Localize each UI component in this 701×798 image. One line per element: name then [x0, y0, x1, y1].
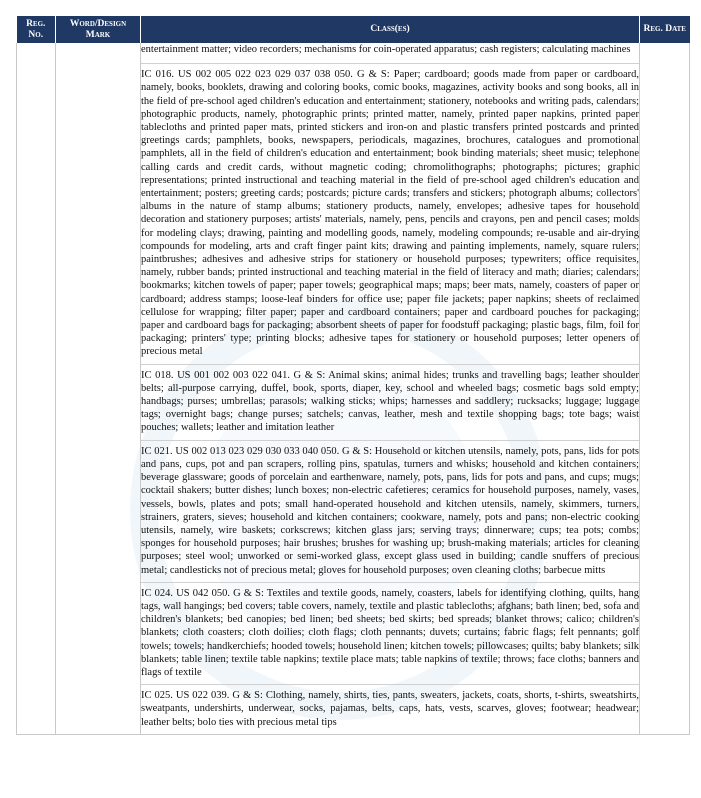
- class-entry-ic024: IC 024. US 042 050. G & S: Textiles and textile goods, namely, coasters, labels for identifying clothing, quilts, hang tags, wall hangings; bed covers; table covers, namely, textile and plastic tablecloths; afghans; bath linen; bed, sofa and children's blankets; bed canopies; bed linen; bed sheets; bed skirts; bed spreads; blanket throws; calico; children's blankets; cloth coasters; cloth doilies; cloth flags; cloth pennants; duvets; curtains; fabric flags; felt pennants; golf towels; towels; handkerchiefs; hooded towels; household linen; kitchen towels; pillowcases; quilts; baby blankets; silk blankets; table linen; textile table napkins; textile place mats; table napkins of textile; throws; face cloths; banners and flags of textile: [141, 582, 639, 679]
- class-entry-ic021: IC 021. US 002 013 023 029 030 033 040 050. G & S: Household or kitchen utensils, namely, pots, pans, lids for pots and pans, cups, pot and pan scrapers, rolling pins, spatulas, turners and whisks; household and kitchen containers; beverage glassware; goods of porcelain and earthenware, namely, pots, pans, lids for pots and pans, and cups; mugs; cocktail shakers; butter dishes; lunch boxes; non-electric cafetieres; ceramics for household purposes, namely, vases, vessels, bowls, plates and pots; small hand-operated household and kitchen utensils, namely, skimmers, turners, strainers, graters, sieves; household and kitchen containers; cookware, namely, pots and pans; non-electric cooking utensils, namely, wire baskets; corkscrews; kitchen glass jars; serving trays; dinnerware; cups; tea pots; combs; sponges for household purposes; hair brushes; brushes for washing up; brush-making materials; articles for cleaning purposes; steel wool; unworked or semi-worked glass, except glass used in building; candle snuffers of precious metal; candlesticks not of precious metal; gloves for household purposes; oven cleaning cloths; barbecue mitts: [141, 440, 639, 577]
- class-entry-ic025: IC 025. US 022 039. G & S: Clothing, namely, shirts, ties, pants, sweaters, jackets, coats, shorts, t-shirts, sweatshirts, sweatpants, undershirts, underwear, socks, pajamas, belts, caps, hats, vests, scarves, gloves; footwear; headwear; leather belts; bolo ties with precious metal tips: [141, 684, 639, 729]
- class-entry-ic018: IC 018. US 001 002 003 022 041. G & S: Animal skins; animal hides; trunks and travelling bags; leather shoulder belts; all-purpose carrying, duffel, book, sports, diaper, key, school and wheeled bags; cosmetic bags sold empty; handbags; purses; umbrellas; parasols; walking sticks; whips; harnesses and saddlery; rucksacks; luggage; luggage tags; overnight bags; change purses; satchels; canvas, leather, mesh and textile shopping bags; tote bags; waist pouches; wallets; leather and imitation leather: [141, 364, 639, 435]
- cell-classes: [141, 43, 640, 734]
- header-word-design-mark: Word/Design Mark: [56, 16, 141, 43]
- header-reg-date: Reg. Date: [640, 16, 690, 43]
- header-reg-no: Reg. No.: [17, 16, 56, 43]
- class-continuation-text: entertainment matter; video recorders; mechanisms for coin-operated apparatus; cash registers; calculating machines: [141, 44, 631, 55]
- trademark-table: [16, 16, 690, 735]
- cell-reg-no: [17, 43, 56, 734]
- header-row: [17, 16, 690, 43]
- cell-reg-date: [640, 43, 690, 734]
- table-row: [17, 43, 690, 734]
- table-header: [17, 16, 690, 43]
- header-classes: Class(es): [141, 16, 640, 43]
- cell-word-mark: [56, 43, 141, 734]
- class-entry-ic016: IC 016. US 002 005 022 023 029 037 038 050. G & S: Paper; cardboard; goods made from paper or cardboard, namely, books, booklets, drawing and coloring books, comic books, magazines, activity books and song books, all in the field of pre-school aged children's education and entertainment; stationery, notebooks and writing pads, calendars; photographic products, namely, photographic prints; printed matter, namely, printed paper napkins, printed paper tablecloths and printed paper mats, printed stickers and iron-on and plastic transfers printed postcards and printed greetings cards; pamphlets, books, newspapers, periodicals, magazines, brochures, catalogues and promotional pamphlets, all in the field of children's education and entertainment; book binding materials; sheet music; telephone calling cards and credit cards, without magnetic coding; chromolithographs; photographs; pictures; graphic representations; printed instructional and teaching material in the field of pre-school aged children's education and entertainment; posters; greeting cards; postcards; picture cards; transfers and stickers; photograph albums; collectors' albums in the nature of stamp albums; stationery products, namely, envelopes; adhesive tapes for household decoration and stationery purposes; artists' materials, namely, pens, pencils and crayons, pen and pencil cases; molds for modeling clays; drawing, painting and modelling goods, namely, modeling compounds; re-usable and air-drying compounds for modeling, arts and craft finger paint kits; drawing and painting implements, namely, square rulers; paintbrushes; adhesives and adhesive strips for stationery or household purposes; typewriters; office requisites, namely, rubber bands; printed instructional and teaching material in the field of literacy and math; diaries; calendars; bookmarks; kitchen towels of paper; paper towels; geographical maps; maps; beer mats, namely, coasters of paper or cardboard; address stamps; loose-leaf binders for office use; paper file jackets; paper napkins; sheets of reclaimed cellulose for wrapping; filter paper; paper and cardboard containers; paper and cardboard pouches for packaging; paper and cardboard bags for packaging; absorbent sheets of paper for foodstuff packaging; plastic bags, film, foil for packaging; printers' type; printing blocks; adhesive tapes for stationery or household purposes; letter openers of precious metal: [141, 63, 639, 358]
